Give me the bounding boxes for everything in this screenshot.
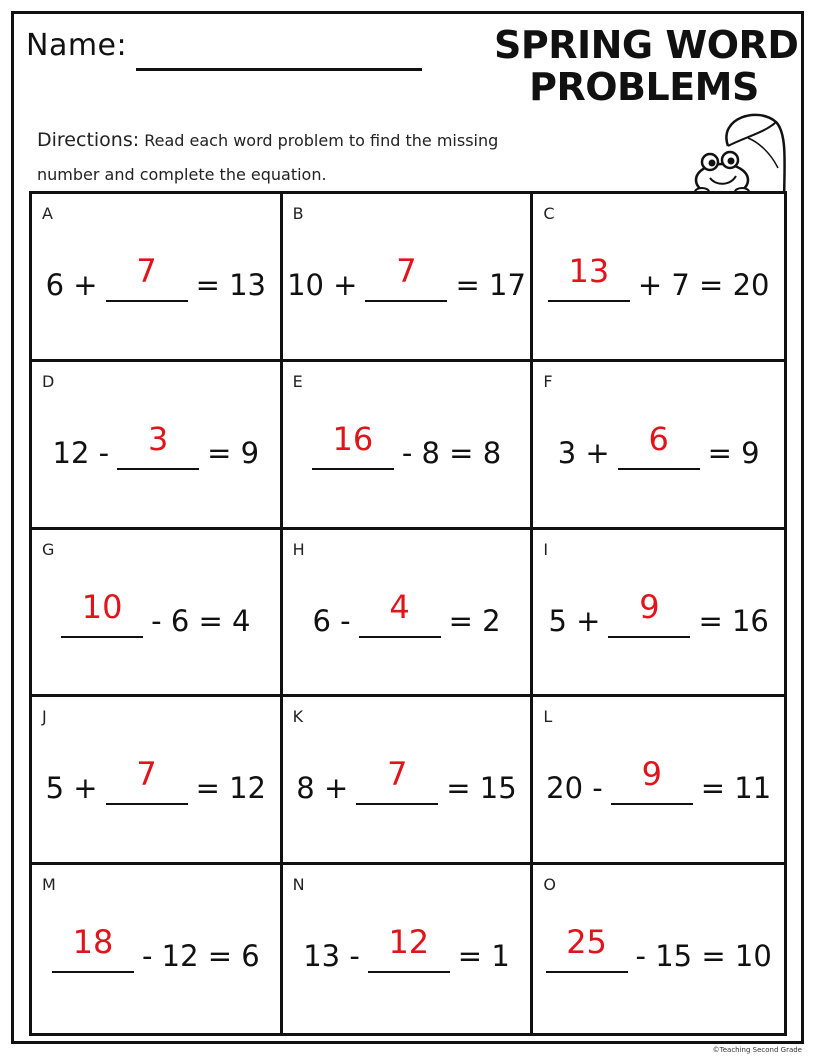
problem-cell [283, 194, 534, 362]
equation-right: = 12 [195, 771, 267, 806]
problem-letter: H [292, 539, 305, 559]
problem-cell [533, 194, 784, 362]
equation-right: - 12 = 6 [141, 939, 260, 974]
copyright: ©Teaching Second Grade [712, 1046, 802, 1054]
problem-cell [32, 865, 283, 1033]
answer-value: 7 [387, 755, 408, 794]
answer-value: 4 [389, 587, 410, 626]
equation-left: 5 + [548, 603, 601, 638]
equation-left: 8 + [296, 771, 349, 806]
equation [533, 923, 784, 974]
equation-right: = 13 [195, 268, 267, 302]
problem-letter: N [292, 875, 305, 895]
equation [533, 755, 784, 806]
equation-left: 13 - [303, 939, 360, 974]
answer-blank[interactable] [548, 252, 630, 302]
problem-letter: B [292, 204, 304, 223]
answer-value: 7 [136, 755, 157, 794]
equation [283, 419, 531, 470]
name-label: Name: [26, 28, 128, 63]
title-line-2: PROBLEMS [529, 65, 759, 109]
equation [533, 419, 784, 470]
equation-right: + 7 = 20 [637, 268, 770, 302]
equation [283, 923, 531, 974]
problem-cell [533, 362, 784, 530]
equation-right: = 1 [457, 939, 510, 974]
answer-blank[interactable] [608, 587, 690, 638]
equation-right: = 17 [455, 268, 526, 302]
answer-blank[interactable] [61, 587, 143, 638]
problem-grid [29, 191, 787, 1036]
equation [283, 587, 531, 638]
answer-value: 9 [639, 587, 660, 626]
problem-letter: O [543, 875, 556, 895]
answer-value: 7 [136, 252, 157, 290]
answer-blank[interactable] [611, 755, 693, 805]
equation [32, 587, 280, 638]
answer-value: 10 [81, 587, 123, 626]
problem-letter: C [543, 204, 555, 223]
answer-value: 18 [72, 923, 114, 962]
title-line-1: SPRING WORD [494, 23, 799, 67]
equation-left: 3 + [557, 435, 610, 470]
answer-value: 16 [332, 419, 374, 458]
equation-right: - 8 = 8 [401, 435, 502, 470]
problem-cell [32, 194, 283, 362]
equation-right: = 15 [446, 771, 517, 806]
problem-cell [32, 362, 283, 530]
equation [533, 252, 784, 302]
equation-right: = 9 [707, 435, 760, 470]
problem-cell [32, 530, 283, 698]
problem-letter: I [543, 539, 549, 559]
answer-value: 9 [641, 755, 662, 794]
problem-letter: K [292, 707, 304, 727]
answer-blank[interactable] [356, 755, 438, 805]
answer-blank[interactable] [106, 755, 188, 805]
equation-right: = 11 [700, 771, 772, 806]
equation-left: 20 - [546, 771, 603, 806]
equation-right: = 9 [207, 435, 260, 470]
problem-cell [533, 697, 784, 865]
problem-cell [533, 530, 784, 698]
problem-letter: D [42, 371, 55, 391]
answer-blank[interactable] [117, 419, 199, 470]
answer-blank[interactable] [312, 419, 394, 470]
name-line[interactable] [136, 68, 422, 71]
problem-cell [283, 530, 534, 698]
answer-blank[interactable] [368, 923, 450, 973]
equation-left: 6 - [312, 603, 351, 638]
equation [32, 755, 280, 806]
answer-blank[interactable] [106, 252, 188, 302]
problem-cell [533, 865, 784, 1033]
equation-right: = 16 [698, 603, 769, 638]
answer-value: 12 [388, 923, 430, 962]
answer-value: 7 [396, 252, 417, 290]
problem-letter: L [543, 707, 553, 727]
equation [283, 252, 531, 302]
directions-text: Read each word problem to find the missing number and complete the equation. [37, 131, 499, 184]
problem-letter: J [42, 707, 47, 727]
problem-letter: G [42, 539, 55, 559]
answer-value: 13 [568, 252, 610, 290]
equation-right: = 2 [448, 603, 501, 638]
problem-cell [283, 362, 534, 530]
answer-value: 6 [648, 419, 669, 458]
answer-blank[interactable] [359, 587, 441, 638]
problem-cell [283, 865, 534, 1033]
equation [32, 923, 280, 974]
equation-left: 5 + [45, 771, 98, 806]
directions [37, 123, 557, 192]
directions-lead: Directions: [37, 129, 140, 151]
equation [283, 755, 531, 806]
equation-left: 10 + [287, 268, 358, 302]
problem-letter: A [42, 204, 53, 223]
equation-left: 6 + [45, 268, 98, 302]
equation-right: - 6 = 4 [151, 603, 251, 638]
problem-cell [32, 697, 283, 865]
answer-value: 25 [566, 923, 607, 962]
worksheet-title [494, 23, 799, 109]
equation-left: 12 - [52, 435, 110, 470]
answer-value: 3 [147, 419, 169, 458]
problem-letter: E [292, 371, 303, 391]
problem-letter: M [42, 875, 56, 895]
answer-blank[interactable] [52, 923, 134, 973]
problem-letter: F [543, 371, 553, 391]
answer-blank[interactable] [365, 252, 447, 302]
equation-right: - 15 = 10 [635, 939, 772, 974]
answer-blank[interactable] [546, 923, 628, 973]
problem-cell [283, 697, 534, 865]
equation [533, 587, 784, 638]
equation [32, 419, 280, 470]
answer-blank[interactable] [618, 419, 700, 470]
equation [32, 252, 280, 302]
